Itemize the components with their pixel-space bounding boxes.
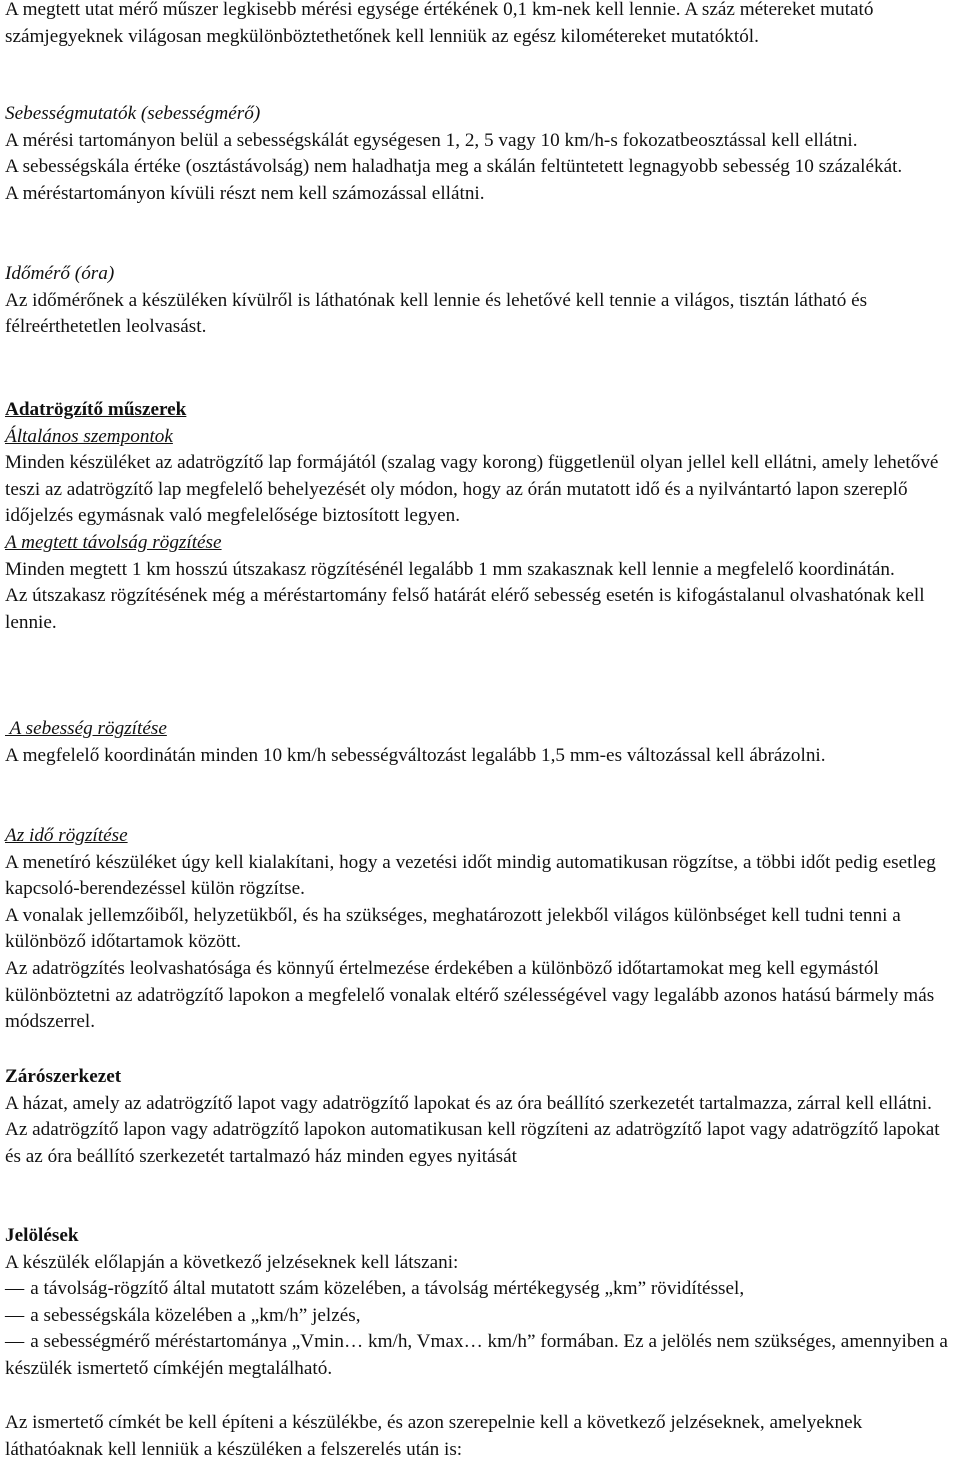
dash-bullet: —: [5, 1331, 25, 1353]
clock-heading: Időmérő (óra): [5, 263, 115, 284]
speedometer-paragraph-2: A sebességskála értéke (osztástávolság) nem haladhatja meg a skálán feltüntetett legnagyobb sebesség 10 százalékát.: [5, 156, 903, 178]
time-paragraph-1: A menetíró készüléket úgy kell kialakítani, hogy a vezetési időt mindig automatikusan rögzítse, a többi időt pedig esetleg kapcsoló-berendezéssel külön rögzítse.: [5, 851, 936, 900]
general-subheading: Általános szempontok: [5, 425, 173, 447]
time-recording-section: [5, 823, 960, 1036]
distance-subheading: A megtett távolság rögzítése: [5, 531, 222, 553]
intro-section: [5, 0, 960, 50]
markings-list-item-text: a távolság-rögzítő által mutatott szám közelében, a távolság mértékegység „km” rövidítéssel,: [30, 1278, 745, 1300]
closing-paragraph: Az ismertető címkét be kell építeni a készülékbe, és azon szerepelnie kell a következő jelzéseknek, amelyeknek láthatóaknak kell lenniük a készüléken a felszerelés után is:: [5, 1412, 863, 1460]
time-subheading: Az idő rögzítése: [5, 825, 128, 846]
speed-subheading: [5, 716, 960, 743]
lock-paragraph-2: Az adatrögzítő lapon vagy adatrögzítő lapokon automatikusan kell rögzíteni az adatrögzítő lapot vagy adatrögzítő lapokat és az óra beállító szerkezetét tartalmazó ház minden egyes nyitását: [5, 1119, 940, 1167]
time-paragraph-3: Az adatrögzítés leolvashatósága és könnyű értelmezése érdekében a különböző időtartamokat meg kell egymástól különböztetni az adatrögzítő lapokon a megfelelő vonalak eltérő szélességével vagy legalább azonos hatású bármely más módszerrel.: [5, 957, 935, 1033]
markings-heading: Jelölések: [5, 1225, 79, 1246]
dash-bullet: —: [5, 1304, 25, 1326]
dash-bullet: —: [5, 1278, 25, 1300]
lock-paragraph-1: A házat, amely az adatrögzítő lapot vagy adatrögzítő lapokat és az óra beállító szerkezetét tartalmazza, zárral kell ellátni.: [5, 1092, 932, 1114]
distance-paragraph-1: Minden megtett 1 km hosszú útszakasz rögzítésénél legalább 1 mm szakasznak kell lennie a megfelelő koordinátán.: [5, 558, 895, 580]
speed-paragraph: A megfelelő koordinátán minden 10 km/h sebességváltozást legalább 1,5 mm-es változással kell ábrázolni.: [5, 744, 826, 766]
markings-list-item: [5, 1276, 960, 1303]
speedometer-paragraph-1: A mérési tartományon belül a sebességskálát egységesen 1, 2, 5 vagy 10 km/h-s fokozatbeosztással kell ellátni.: [5, 129, 858, 151]
speedometer-paragraph-3: A méréstartományon kívüli részt nem kell számozással ellátni.: [5, 182, 485, 204]
markings-intro: A készülék előlapján a következő jelzéseknek kell látszani:: [5, 1251, 459, 1273]
intro-paragraph: A megtett utat mérő műszer legkisebb mérési egysége értékének 0,1 km-nek kell lennie. A száz métereket mutató számjegyeknek világosan megkülönböztethetőnek kell lenniük az egész kilométereket mutatóktól.: [5, 0, 874, 47]
markings-list-item-text: a sebességmérő méréstartománya „Vmin… km/h, Vmax… km/h” formában. Ez a jelölés nem szükséges, amennyiben a készülék ismertető címkéjén megtalálható.: [5, 1331, 948, 1379]
recorders-section: [5, 397, 960, 636]
speed-subheading-text: A sebesség rögzítése: [5, 718, 167, 739]
speedometer-section: [5, 101, 960, 207]
speed-recording-section: [5, 716, 960, 769]
general-paragraph: Minden készüléket az adatrögzítő lap formájától (szalag vagy korong) függetlenül olyan jellel kell ellátni, amely lehetővé teszi az adatrögzítő lap megfelelő behelyezését oly módon, hogy az órán mutatott idő és a nyilvántartó lapon szereplő időjelzés egymásnak való megfelelősége biztosított legyen.: [5, 452, 939, 527]
speedometer-heading: Sebességmutatók (sebességmérő): [5, 103, 261, 124]
markings-list-item: [5, 1329, 960, 1382]
lock-section: [5, 1064, 960, 1170]
recorders-heading: Adatrögzítő műszerek: [5, 399, 187, 420]
markings-list-item: [5, 1303, 960, 1330]
time-paragraph-2: A vonalak jellemzőiből, helyzetükből, és ha szükséges, meghatározott jelekből világos különbséget kell tudni tenni a különböző időtartamok között.: [5, 904, 901, 953]
clock-section: [5, 261, 960, 341]
distance-paragraph-2: Az útszakasz rögzítésének még a méréstartomány felső határát elérő sebesség esetén is kifogástalanul olvashatónak kell lennie.: [5, 585, 925, 633]
markings-section: [5, 1223, 960, 1383]
lock-heading: Zárószerkezet: [5, 1066, 122, 1087]
closing-section: [5, 1410, 960, 1463]
markings-list-item-text: a sebességskála közelében a „km/h” jelzés,: [30, 1304, 361, 1326]
clock-paragraph: Az időmérőnek a készüléken kívülről is láthatónak kell lennie és lehetővé kell tennie a világos, tisztán látható és félreérthetetlen leolvasást.: [5, 289, 868, 338]
